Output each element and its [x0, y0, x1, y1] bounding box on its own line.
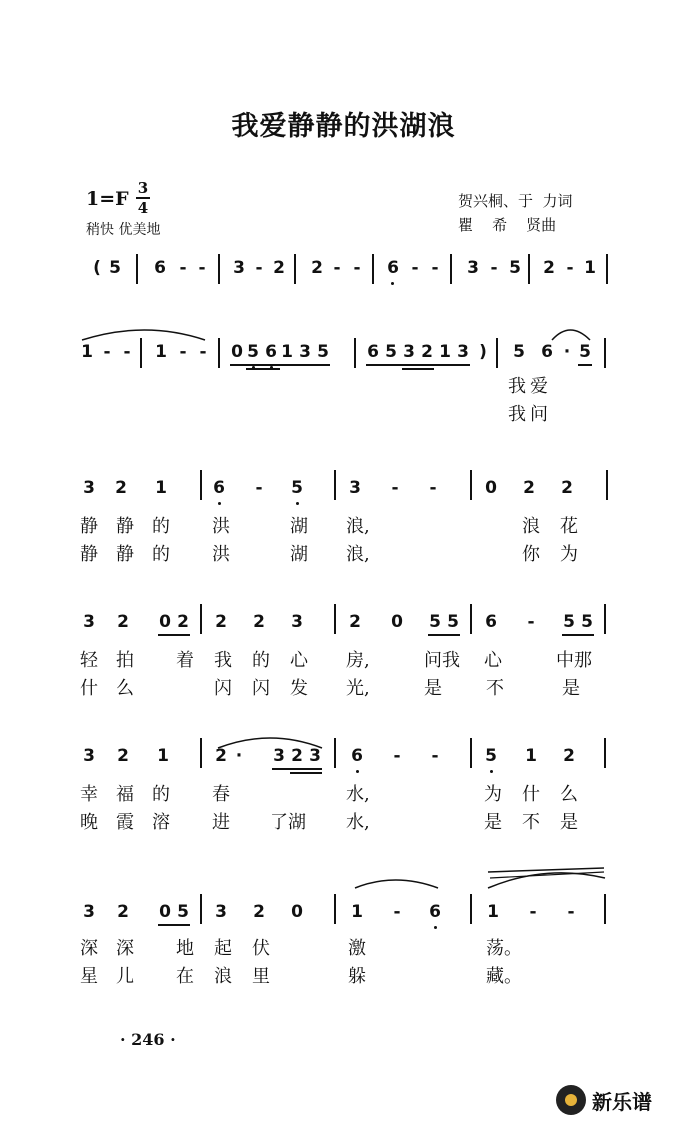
- note: -: [255, 478, 263, 498]
- lyric-char: 激: [348, 938, 366, 959]
- lyric-char: 浪: [522, 516, 540, 537]
- note: 0: [485, 478, 497, 498]
- barline: [470, 470, 472, 500]
- note: 1: [155, 342, 167, 362]
- low-octave-dot: [434, 926, 437, 929]
- barline: [200, 894, 202, 924]
- lyric-char: 湖: [290, 516, 308, 537]
- note: 0: [231, 342, 243, 362]
- barline: [606, 470, 608, 500]
- lyric-char: 发: [290, 678, 308, 699]
- low-octave-dot: [391, 282, 394, 285]
- note: 3: [349, 478, 361, 498]
- note: 2: [253, 612, 265, 632]
- lyric-char: 的: [152, 516, 170, 537]
- note: 6: [351, 746, 363, 766]
- hold-line: [488, 868, 604, 872]
- lyric-char: 的: [152, 784, 170, 805]
- lyric-char: 不: [486, 678, 504, 699]
- note: 1: [439, 342, 451, 362]
- note: -: [429, 478, 437, 498]
- lyric-char: 花: [560, 516, 578, 537]
- note: 5: [581, 612, 593, 632]
- low-octave-dot: [296, 502, 299, 505]
- note: 0: [159, 902, 171, 922]
- note: 2: [563, 746, 575, 766]
- note: 1: [157, 746, 169, 766]
- lyric-char: 荡。: [486, 938, 522, 959]
- note: 0: [291, 902, 303, 922]
- lyricist-credit: 贺兴桐、于 力词: [458, 192, 573, 210]
- barline: [354, 338, 356, 368]
- lyric-char: 静: [116, 516, 134, 537]
- note: 6: [367, 342, 379, 362]
- note: -: [393, 902, 401, 922]
- lyric-char: 么: [560, 784, 578, 805]
- note: 2: [561, 478, 573, 498]
- lyric-char: 心: [484, 650, 502, 671]
- note: 3: [309, 746, 321, 766]
- note: 5: [317, 342, 329, 362]
- note: 3: [291, 612, 303, 632]
- note: 5: [485, 746, 497, 766]
- lyric-char: 的: [252, 650, 270, 671]
- note: -: [255, 258, 263, 278]
- note: 2: [273, 258, 285, 278]
- tempo-marking: 稍快 优美地: [86, 222, 161, 238]
- note: 5: [447, 612, 459, 632]
- lyric-char: 拍: [116, 650, 134, 671]
- barline: [470, 894, 472, 924]
- lyric-char: 水,: [346, 784, 370, 805]
- barline: [496, 338, 498, 368]
- barline: [604, 738, 606, 768]
- note: -: [529, 902, 537, 922]
- note: 1: [525, 746, 537, 766]
- lyric-text: 我爱: [508, 376, 552, 397]
- note: 3: [273, 746, 285, 766]
- lyric-char: 你: [522, 544, 540, 565]
- barline: [334, 604, 336, 634]
- note: 2: [215, 746, 227, 766]
- lyric-char: 闪: [252, 678, 270, 699]
- lyric-char: 福: [116, 784, 134, 805]
- note: 2: [117, 746, 129, 766]
- note: 2: [523, 478, 535, 498]
- note: -: [527, 612, 535, 632]
- barline: [140, 338, 142, 368]
- lyric-char: 什: [80, 678, 98, 699]
- beam-line: [366, 364, 470, 366]
- lyric-char: 躲: [348, 966, 366, 987]
- lyric-char: 春: [212, 784, 230, 805]
- hold-line: [490, 872, 604, 878]
- lyric-char: 房,: [346, 650, 370, 671]
- lyric-char: 里: [252, 966, 270, 987]
- note: 2: [349, 612, 361, 632]
- note: 5: [177, 902, 189, 922]
- barline: [200, 604, 202, 634]
- note: 1: [584, 258, 596, 278]
- note: 5: [563, 612, 575, 632]
- song-title: 我爱静静的洪湖浪: [231, 111, 456, 142]
- lyric-char: 星: [80, 966, 98, 987]
- note: 6: [541, 342, 553, 362]
- note: -: [123, 342, 131, 362]
- lyric-char: 是: [484, 812, 502, 833]
- note: 6: [154, 258, 166, 278]
- note: -: [431, 746, 439, 766]
- note: 2: [311, 258, 323, 278]
- lyric-char: 深: [80, 938, 98, 959]
- lyric-char: 进: [212, 812, 230, 833]
- note: -: [567, 902, 575, 922]
- beam-line: [158, 924, 190, 926]
- lyric-char: 幸: [80, 784, 98, 805]
- note: -: [179, 258, 187, 278]
- note: 2: [421, 342, 433, 362]
- lyric-text: 我问: [508, 404, 552, 425]
- lyric-char: 霞: [116, 812, 134, 833]
- note: -: [198, 258, 206, 278]
- beam-line: [578, 364, 592, 366]
- beam-line: [158, 634, 190, 636]
- lyric-char: 洪: [212, 544, 230, 565]
- lyric-char: 在: [176, 966, 194, 987]
- barline: [372, 254, 374, 284]
- barline: [450, 254, 452, 284]
- note: 6: [429, 902, 441, 922]
- low-octave-dot: [356, 770, 359, 773]
- note: 5: [385, 342, 397, 362]
- lyric-char: 静: [80, 544, 98, 565]
- note: 3: [233, 258, 245, 278]
- note: 5: [109, 258, 121, 278]
- note: (: [93, 258, 101, 278]
- barline: [528, 254, 530, 284]
- note: 2: [177, 612, 189, 632]
- lyric-char: 了湖: [270, 812, 306, 833]
- note: ): [479, 342, 487, 362]
- lyric-char: 儿: [116, 966, 134, 987]
- lyric-char: 浪: [214, 966, 232, 987]
- time-signature-bottom: 4: [137, 198, 149, 217]
- note: 3: [299, 342, 311, 362]
- note: -: [431, 258, 439, 278]
- barline: [604, 604, 606, 634]
- lyric-char: 么: [116, 678, 134, 699]
- lyric-char: 为: [484, 784, 502, 805]
- note: -: [179, 342, 187, 362]
- note: 2: [117, 612, 129, 632]
- lyric-char: 的: [152, 544, 170, 565]
- lyric-char: 不: [522, 812, 540, 833]
- note: -: [393, 746, 401, 766]
- note: -: [391, 478, 399, 498]
- note: 6: [485, 612, 497, 632]
- note: 6: [387, 258, 399, 278]
- site-logo[interactable]: [556, 1085, 652, 1115]
- note: 0: [391, 612, 403, 632]
- lyric-char: 为: [560, 544, 578, 565]
- time-signature: [136, 180, 150, 216]
- note: -: [333, 258, 341, 278]
- lyric-char: 是: [424, 678, 442, 699]
- lyric-char: 起: [214, 938, 232, 959]
- note: 2: [115, 478, 127, 498]
- note: 2: [291, 746, 303, 766]
- note: 1: [81, 342, 93, 362]
- lyric-char: 心: [290, 650, 308, 671]
- time-signature-top: 3: [137, 179, 149, 197]
- note: 3: [83, 612, 95, 632]
- note: 1: [281, 342, 293, 362]
- lyric-char: 是: [562, 678, 580, 699]
- note: 3: [403, 342, 415, 362]
- note: 5: [291, 478, 303, 498]
- note: ·: [235, 746, 243, 766]
- note: 3: [83, 746, 95, 766]
- logo-text: 新乐谱: [592, 1089, 652, 1114]
- note: -: [566, 258, 574, 278]
- barline: [606, 254, 608, 284]
- lyric-char: 中那: [556, 650, 592, 671]
- lyric-char: 水,: [346, 812, 370, 833]
- beam-line: [246, 368, 280, 370]
- note: -: [199, 342, 207, 362]
- note: 3: [83, 478, 95, 498]
- lyric-char: 伏: [252, 938, 270, 959]
- beam-line: [402, 368, 434, 370]
- note: 3: [457, 342, 469, 362]
- barline: [334, 470, 336, 500]
- beam-line: [272, 768, 322, 770]
- page-number: · 246 ·: [120, 1030, 176, 1049]
- note: 5: [509, 258, 521, 278]
- note: -: [353, 258, 361, 278]
- lyric-char: 什: [522, 784, 540, 805]
- lyric-char: 藏。: [486, 966, 522, 987]
- note: 3: [467, 258, 479, 278]
- lyric-char: 溶: [152, 812, 170, 833]
- barline: [200, 738, 202, 768]
- note: 5: [247, 342, 259, 362]
- lyric-char: 闪: [214, 678, 232, 699]
- lyric-char: 地: [176, 938, 194, 959]
- lyric-char: 是: [560, 812, 578, 833]
- barline: [200, 470, 202, 500]
- lyric-char: 我: [214, 650, 232, 671]
- composer-credit: 瞿 希 贤曲: [458, 216, 557, 234]
- barline: [334, 894, 336, 924]
- lyric-char: 静: [80, 516, 98, 537]
- beam-line: [290, 772, 322, 774]
- note: 6: [265, 342, 277, 362]
- record-disc-icon: [556, 1085, 586, 1115]
- note: 1: [351, 902, 363, 922]
- low-octave-dot: [218, 502, 221, 505]
- barline: [218, 338, 220, 368]
- barline: [604, 894, 606, 924]
- note: -: [103, 342, 111, 362]
- lyric-char: 湖: [290, 544, 308, 565]
- lyric-char: 浪,: [346, 544, 370, 565]
- note: 5: [579, 342, 591, 362]
- lyric-char: 浪,: [346, 516, 370, 537]
- beam-line: [230, 364, 330, 366]
- note: ·: [563, 342, 571, 362]
- tie-arc: [82, 330, 205, 340]
- note: 2: [215, 612, 227, 632]
- note: 2: [117, 902, 129, 922]
- note: -: [490, 258, 498, 278]
- lyric-char: 洪: [212, 516, 230, 537]
- lyric-char: 深: [116, 938, 134, 959]
- note: 1: [487, 902, 499, 922]
- note: -: [411, 258, 419, 278]
- barline: [334, 738, 336, 768]
- barline: [218, 254, 220, 284]
- lyric-char: 晚: [80, 812, 98, 833]
- note: 5: [429, 612, 441, 632]
- note: 2: [543, 258, 555, 278]
- barline: [136, 254, 138, 284]
- lyric-char: 问我: [424, 650, 460, 671]
- beam-line: [428, 634, 460, 636]
- tie-arc: [355, 880, 438, 888]
- note: 0: [159, 612, 171, 632]
- note: 5: [513, 342, 525, 362]
- barline: [294, 254, 296, 284]
- note: 2: [253, 902, 265, 922]
- key-signature: 1=F: [86, 188, 129, 210]
- lyric-char: 着: [176, 650, 194, 671]
- barline: [604, 338, 606, 368]
- lyric-char: 光,: [346, 678, 370, 699]
- lyric-char: 轻: [80, 650, 98, 671]
- beam-line: [562, 634, 594, 636]
- barline: [470, 738, 472, 768]
- note: 6: [213, 478, 225, 498]
- lyric-char: 静: [116, 544, 134, 565]
- low-octave-dot: [490, 770, 493, 773]
- note: 3: [83, 902, 95, 922]
- barline: [470, 604, 472, 634]
- note: 3: [215, 902, 227, 922]
- tie-arc: [488, 873, 605, 888]
- slur-arc: [552, 330, 590, 340]
- note: 1: [155, 478, 167, 498]
